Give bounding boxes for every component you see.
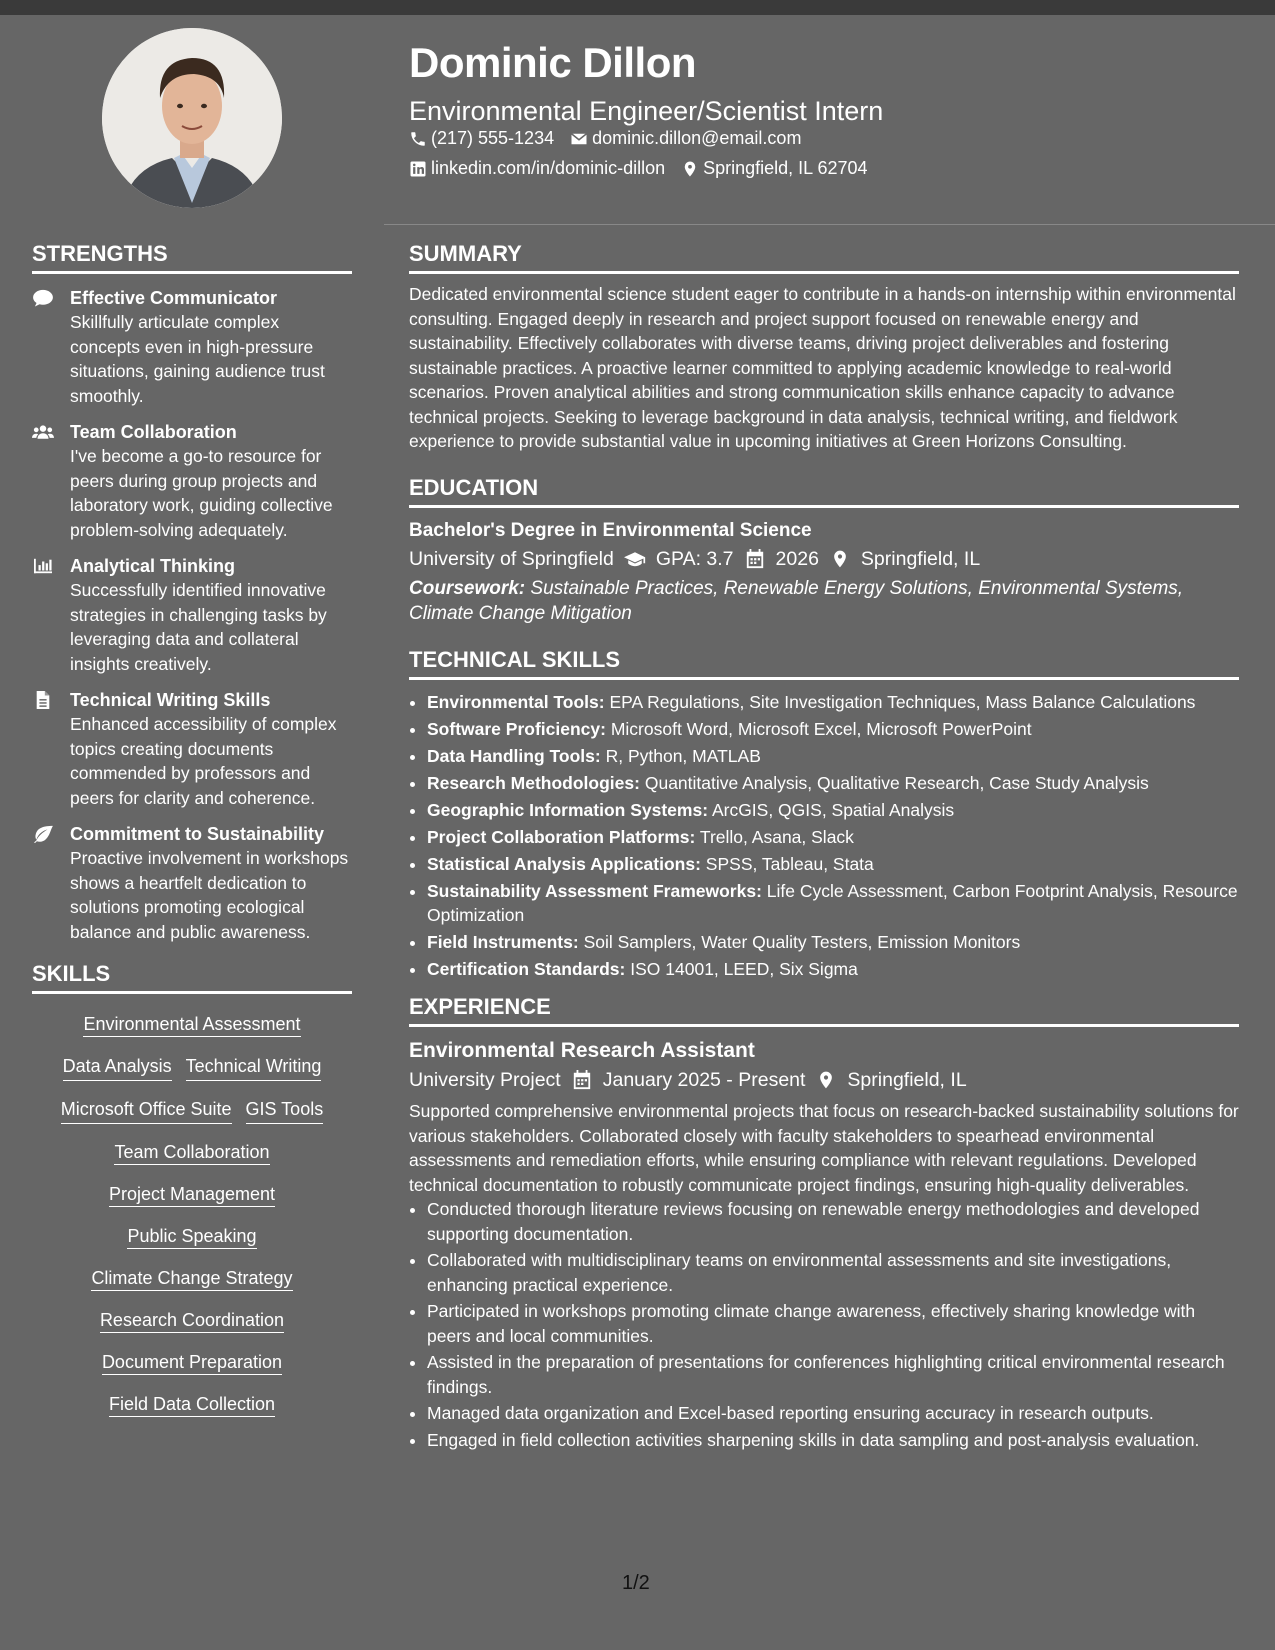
list-item: • Certification Standards: ISO 14001, LEED, Six Sigma bbox=[427, 957, 1239, 981]
graduation-cap-icon bbox=[624, 549, 646, 569]
profile-photo bbox=[102, 28, 282, 208]
users-icon bbox=[32, 423, 54, 441]
list-item: • Environmental Tools: EPA Regulations, Site Investigation Techniques, Mass Balance Calculations bbox=[427, 690, 1239, 714]
map-pin-icon bbox=[815, 1070, 837, 1090]
coursework-list: Sustainable Practices, Renewable Energy Solutions, Environmental Systems, Climate Change Mitigation bbox=[409, 577, 1184, 624]
education-location: Springfield, IL bbox=[860, 547, 981, 570]
strength-description: Skillfully articulate complex concepts even in high-pressure situations, gaining audience trust smoothly. bbox=[70, 312, 325, 406]
strength-item bbox=[32, 688, 352, 810]
strength-item bbox=[32, 554, 352, 676]
strength-description: I've become a go-to resource for peers during group projects and laboratory work, guiding collective problem-solving adequately. bbox=[70, 446, 333, 540]
experience-location: Springfield, IL bbox=[847, 1069, 967, 1092]
strength-title: Technical Writing Skills bbox=[70, 690, 271, 711]
strength-description: Enhanced accessibility of complex topics creating documents commended by professors and peers for clarity and coherence. bbox=[70, 714, 337, 808]
experience-bullets bbox=[409, 1197, 1239, 1452]
education-meta bbox=[409, 544, 1239, 574]
phone-contact bbox=[409, 128, 554, 149]
strength-item bbox=[32, 420, 352, 542]
list-item: • Assisted in the preparation of presentations for conferences highlighting critical environmental research findings. bbox=[427, 1350, 1239, 1399]
strength-item bbox=[32, 286, 352, 408]
skill-tag: Team Collaboration bbox=[32, 1140, 352, 1166]
employment-dates: January 2025 - Present bbox=[602, 1069, 806, 1092]
list-item: • Field Instruments: Soil Samplers, Water Quality Testers, Emission Monitors bbox=[427, 930, 1239, 954]
email-address[interactable]: dominic.dillon@email.com bbox=[592, 128, 802, 148]
strengths-list bbox=[32, 286, 352, 944]
technical-skills-list bbox=[409, 690, 1239, 981]
strength-description: Successfully identified innovative strategies in challenging tasks by leveraging data and collateral insights creatively. bbox=[70, 580, 327, 674]
summary-heading: SUMMARY bbox=[409, 242, 1239, 274]
education-heading: EDUCATION bbox=[409, 476, 1239, 508]
skills-list bbox=[32, 1012, 352, 1418]
list-item: • Software Proficiency: Microsoft Word, Microsoft Excel, Microsoft PowerPoint bbox=[427, 717, 1239, 741]
contact-row-1 bbox=[409, 128, 801, 149]
bar-chart-icon bbox=[32, 557, 54, 575]
skill-tag: Research Coordination bbox=[32, 1308, 352, 1334]
list-item: • Participated in workshops promoting climate change awareness, effectively sharing knowledge with peers and local communities. bbox=[427, 1299, 1239, 1348]
list-item: • Statistical Analysis Applications: SPSS, Tableau, Stata bbox=[427, 852, 1239, 876]
summary-text: Dedicated environmental science student eager to contribute in a hands-on internship within environmental consulting. Engaged deeply in research and project support focused on renewable energy and sustainability. Effectively collaborates with diverse teams, driving project deliverables and fostering sustainable practices. A proactive learner committed to applying academic knowledge to real-world scenarios. Proven analytical abilities and strong communication skills enhance capacity to advance technical projects. Seeking to leverage background in data analysis, technical writing, and fieldwork experience to provide substantial value in upcoming initiatives at Green Horizons Consulting. bbox=[409, 284, 1236, 452]
strength-title: Analytical Thinking bbox=[70, 556, 236, 577]
list-item: • Conducted thorough literature reviews focusing on renewable energy methodologies and developed supporting documentation. bbox=[427, 1197, 1239, 1246]
list-item: • Engaged in field collection activities sharpening skills in data sampling and post-analysis evaluation. bbox=[427, 1428, 1239, 1453]
strength-title: Commitment to Sustainability bbox=[70, 824, 325, 845]
list-item: • Data Handling Tools: R, Python, MATLAB bbox=[427, 744, 1239, 768]
right-column bbox=[409, 242, 1239, 1454]
school-name: University of Springfield bbox=[409, 547, 614, 570]
experience-job-title: Environmental Research Assistant bbox=[409, 1039, 755, 1063]
skill-tag: Data Analysis bbox=[63, 1054, 172, 1081]
skill-tag: Climate Change Strategy bbox=[32, 1266, 352, 1292]
location-contact bbox=[681, 158, 867, 179]
gpa: GPA: 3.7 bbox=[655, 547, 734, 570]
skills-heading: SKILLS bbox=[32, 962, 352, 994]
linkedin-icon bbox=[409, 160, 427, 178]
experience-heading: EXPERIENCE bbox=[409, 995, 1239, 1027]
job-title: Environmental Engineer/Scientist Intern bbox=[409, 96, 884, 126]
calendar-icon bbox=[744, 549, 766, 569]
email-contact[interactable] bbox=[570, 128, 801, 149]
list-item: • Managed data organization and Excel-based reporting ensuring accuracy in research outputs. bbox=[427, 1401, 1239, 1426]
envelope-icon bbox=[570, 130, 588, 148]
coursework-label: Coursework: bbox=[409, 577, 526, 599]
document-icon bbox=[32, 691, 54, 709]
page-number: 1/2 bbox=[622, 1572, 650, 1594]
speech-bubble-icon bbox=[32, 289, 54, 307]
skill-tag: Project Management bbox=[32, 1182, 352, 1208]
degree-title: Bachelor's Degree in Environmental Science bbox=[409, 519, 812, 541]
strengths-heading: STRENGTHS bbox=[32, 242, 352, 274]
graduation-year: 2026 bbox=[775, 547, 819, 570]
contact-row-2 bbox=[409, 158, 868, 179]
strength-item bbox=[32, 822, 352, 944]
technical-skills-heading: TECHNICAL SKILLS bbox=[409, 648, 1239, 680]
experience-description: Supported comprehensive environmental projects that focus on research-backed sustainability solutions for various stakeholders. Collaborated closely with faculty stakeholders to spearhead environmental assessments and remediation efforts, while ensuring compliance with relevant regulations. Developed technical documentation to robustly communicate project findings, ensuring high-quality deliverables. bbox=[409, 1101, 1239, 1195]
company-name: University Project bbox=[409, 1069, 561, 1092]
list-item: • Sustainability Assessment Frameworks: Life Cycle Assessment, Carbon Footprint Analysis, Resource Optimization bbox=[427, 879, 1239, 927]
map-pin-icon bbox=[681, 160, 699, 178]
header-divider bbox=[384, 224, 1275, 225]
candidate-name: Dominic Dillon bbox=[409, 39, 696, 86]
map-pin-icon bbox=[829, 549, 851, 569]
left-column bbox=[32, 242, 352, 1418]
linkedin-url[interactable]: linkedin.com/in/dominic-dillon bbox=[431, 158, 666, 178]
strength-title: Effective Communicator bbox=[70, 288, 278, 309]
list-item: • Geographic Information Systems: ArcGIS, QGIS, Spatial Analysis bbox=[427, 798, 1239, 822]
top-bar bbox=[0, 0, 1275, 15]
experience-meta bbox=[409, 1065, 1239, 1095]
skill-tag: GIS Tools bbox=[246, 1097, 324, 1124]
strength-description: Proactive involvement in workshops shows a heartfelt dedication to solutions promoting ecological balance and public awareness. bbox=[70, 848, 349, 942]
coursework bbox=[409, 576, 1239, 626]
skill-tag: Public Speaking bbox=[32, 1224, 352, 1250]
skill-tag: Field Data Collection bbox=[32, 1392, 352, 1418]
list-item: • Research Methodologies: Quantitative Analysis, Qualitative Research, Case Study Analysis bbox=[427, 771, 1239, 795]
skill-tag: Technical Writing bbox=[186, 1054, 322, 1081]
list-item: • Project Collaboration Platforms: Trello, Asana, Slack bbox=[427, 825, 1239, 849]
skill-tag: Document Preparation bbox=[32, 1350, 352, 1376]
strength-title: Team Collaboration bbox=[70, 422, 237, 443]
linkedin-contact[interactable] bbox=[409, 158, 665, 179]
phone-number: (217) 555-1234 bbox=[431, 128, 555, 148]
list-item: • Collaborated with multidisciplinary teams on environmental assessments and site investigations, enhancing practical experience. bbox=[427, 1248, 1239, 1297]
skill-tag: Microsoft Office Suite bbox=[61, 1097, 232, 1124]
leaf-icon bbox=[32, 825, 54, 843]
skill-tag: Environmental Assessment bbox=[32, 1012, 352, 1038]
phone-icon bbox=[409, 130, 427, 148]
location-text: Springfield, IL 62704 bbox=[703, 158, 868, 178]
calendar-icon bbox=[571, 1070, 593, 1090]
